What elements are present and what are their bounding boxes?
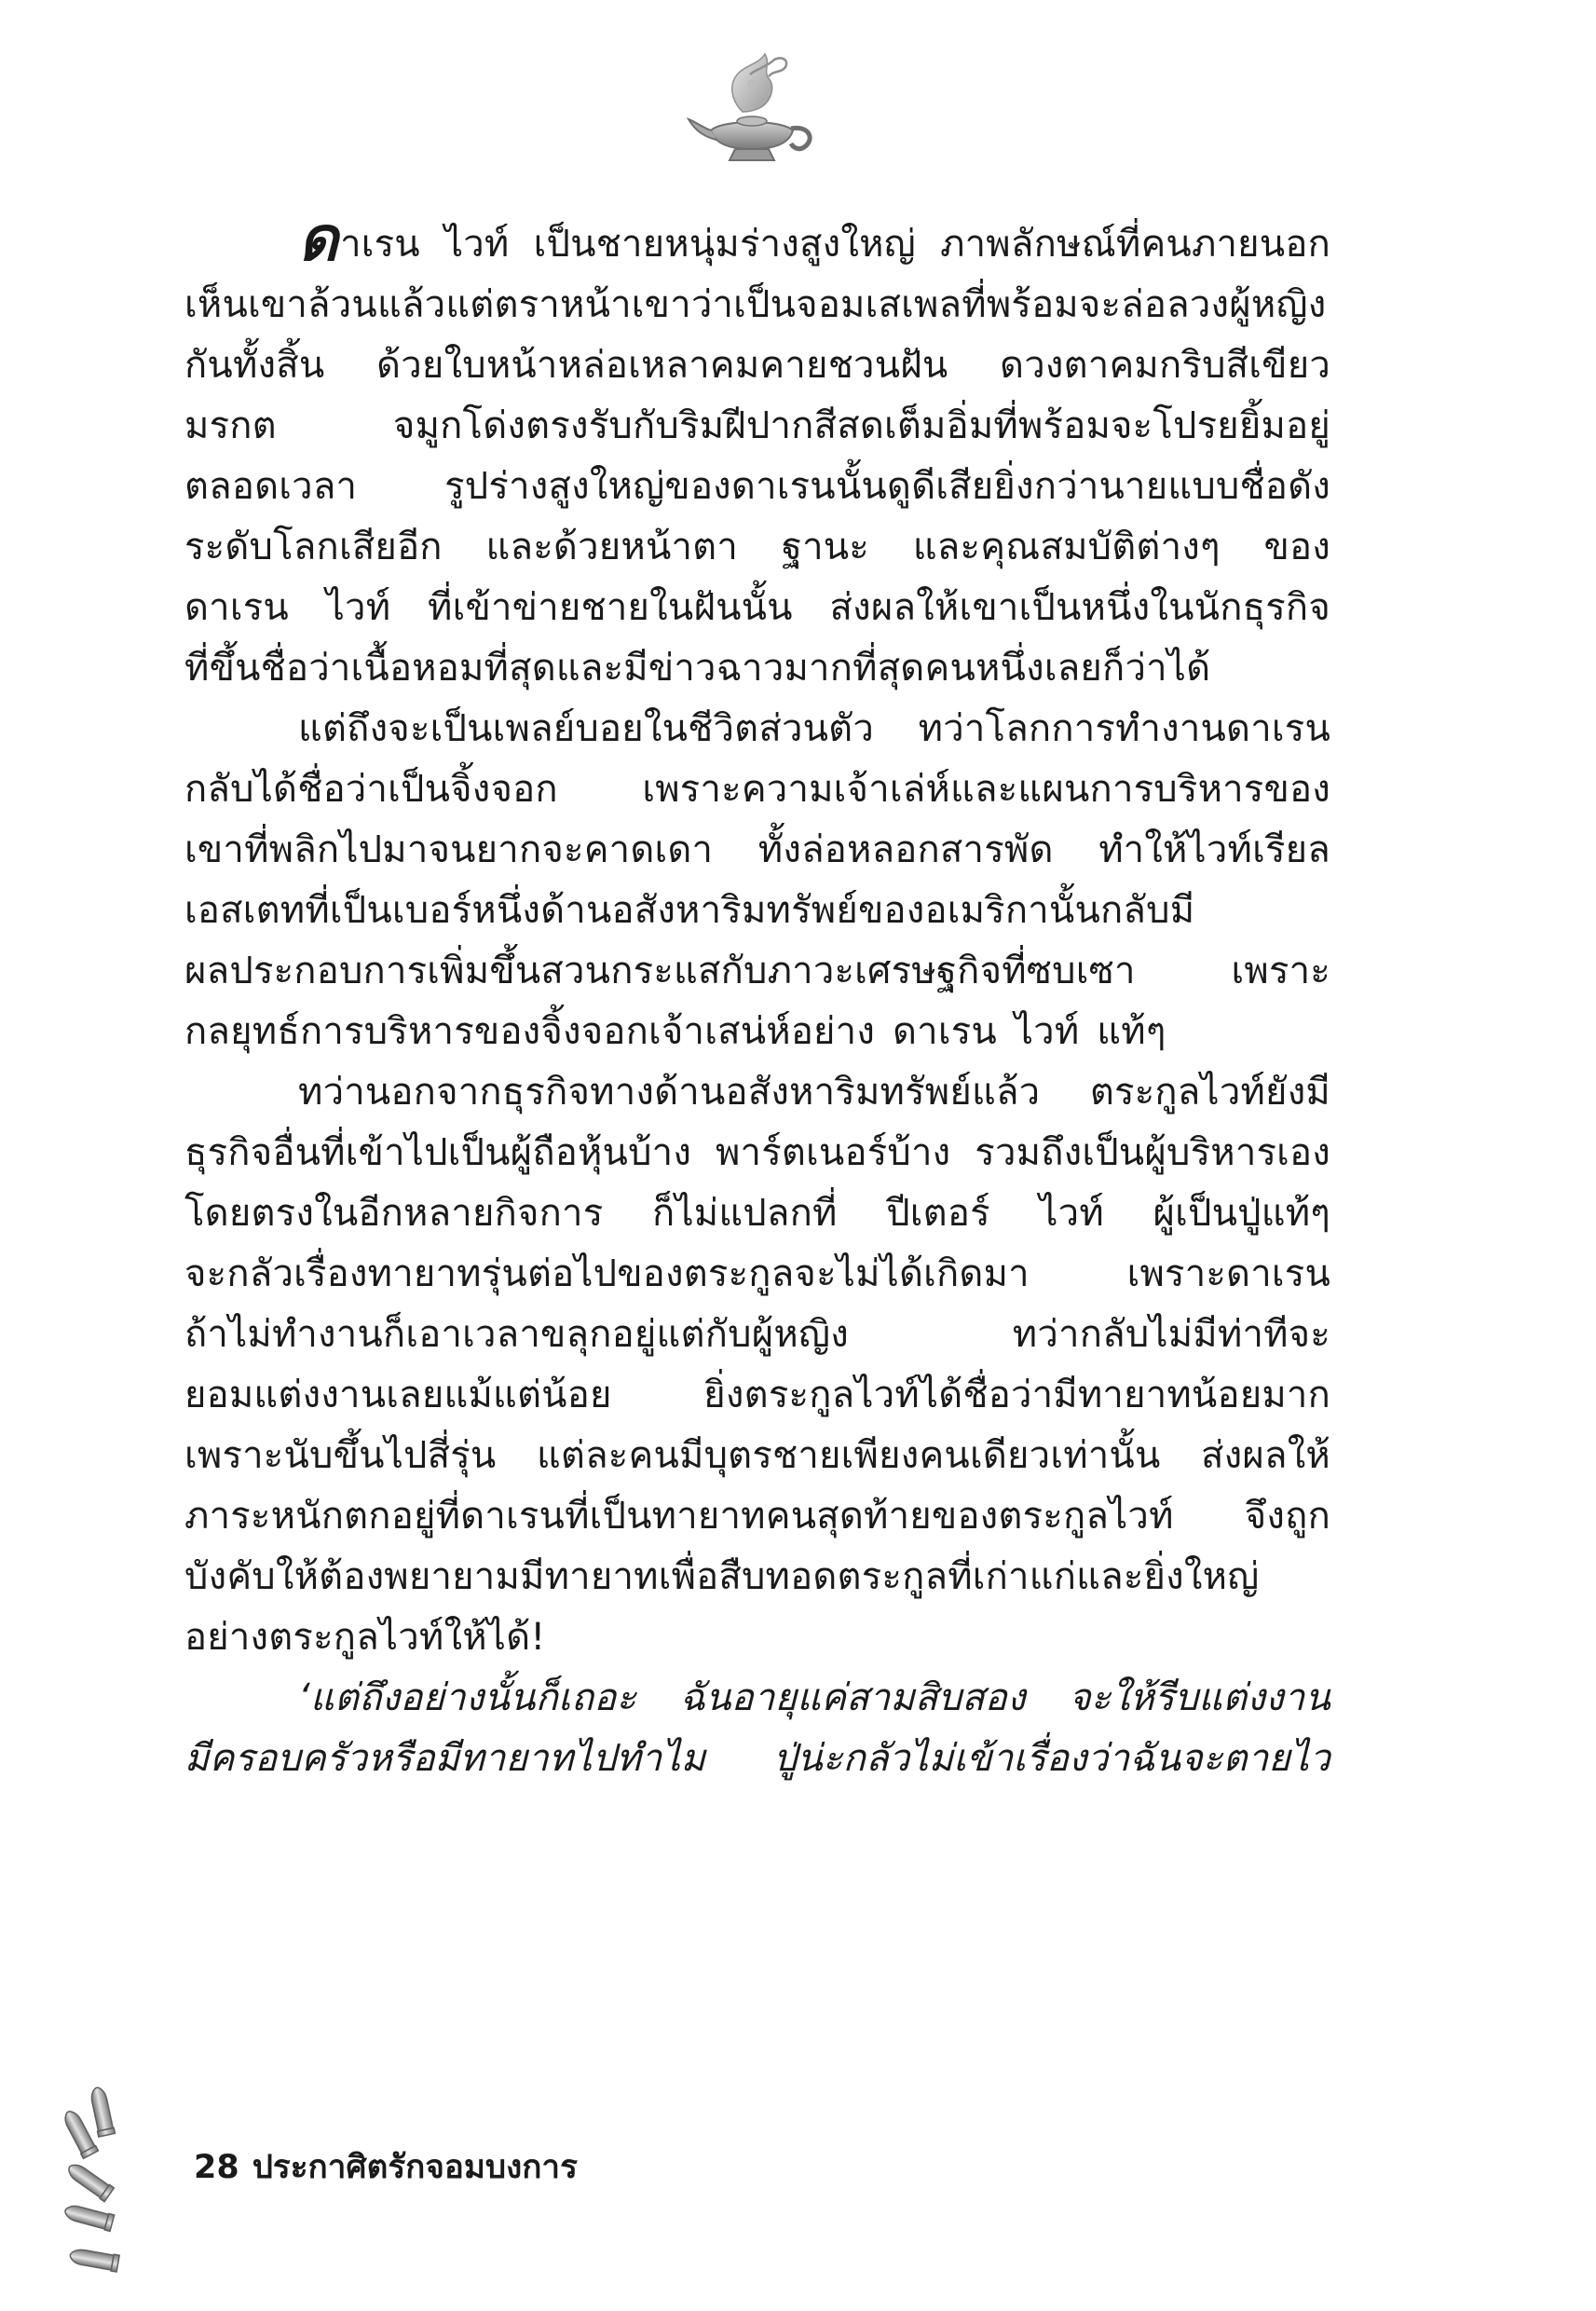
bullets-icon [56, 2078, 186, 2283]
paragraph-line [184, 203, 1330, 275]
paragraph-line: ตลอดเวลา รูปร่างสูงใหญ่ของดาเรนนั้นดูดีเสียยิ่งกว่านายแบบชื่อดัง [184, 465, 1330, 508]
story-text [184, 203, 1330, 1789]
line-text: าเรน ไวท์ เป็นชายหนุ่มร่างสูงใหญ่ ภาพลักษณ์ที่คนภายนอก [340, 223, 1330, 266]
drop-cap: ด [298, 203, 339, 275]
paragraph-line: ดาเรน ไวท์ ที่เข้าข่ายชายในฝันนั้น ส่งผลให้เขาเป็นหนึ่งในนักธุรกิจ [184, 586, 1330, 629]
paragraph-line: บังคับให้ต้องพยายามมีทายาทเพื่อสืบทอดตระกูลที่เก่าแก่และยิ่งใหญ่ [184, 1555, 1260, 1598]
paragraph-line: กันทั้งสิ้น ด้วยใบหน้าหล่อเหลาคมคายชวนฝัน ดวงตาคมกริบสีเขียว [184, 344, 1330, 387]
paragraph-line: มรกต จมูกโด่งตรงรับกับริมฝีปากสีสดเต็มอิ่มที่พร้อมจะโปรยยิ้มอยู่ [184, 404, 1330, 447]
book-title: ประกาศิตรักจอมบงการ [252, 2149, 578, 2186]
page-footer [194, 2141, 578, 2193]
paragraph-line: มีครอบครัวหรือมีทายาทไปทำไม ปู่น่ะกลัวไม่เข้าเรื่องว่าฉันจะตายไว [184, 1737, 1330, 1780]
paragraph-line: กลยุทธ์การบริหารของจิ้งจอกเจ้าเสน่ห์อย่าง ดาเรน ไวท์ แท้ๆ [184, 1010, 1166, 1053]
paragraph-line: แต่ถึงจะเป็นเพลย์บอยในชีวิตส่วนตัว ทว่าโลกการทำงานดาเรน [298, 707, 1330, 750]
paragraph-line: ที่ขึ้นชื่อว่าเนื้อหอมที่สุดและมีข่าวฉาวมากที่สุดคนหนึ่งเลยก็ว่าได้ [184, 647, 1211, 690]
paragraph-line: เห็นเขาล้วนแล้วแต่ตราหน้าเขาว่าเป็นจอมเสเพลที่พร้อมจะล่อลวงผู้หญิง [184, 283, 1327, 326]
page-number: 28 [194, 2149, 239, 2186]
paragraph-line: ผลประกอบการเพิ่มขึ้นสวนกระแสกับภาวะเศรษฐกิจที่ซบเซา เพราะ [184, 950, 1330, 992]
paragraph-line: ‘แต่ถึงอย่างนั้นก็เถอะ ฉันอายุแค่สามสิบสอง จะให้รีบแต่งงาน [298, 1676, 1330, 1719]
paragraph-line: ถ้าไม่ทำงานก็เอาเวลาขลุกอยู่แต่กับผู้หญิง ทว่ากลับไม่มีท่าทีจะ [184, 1313, 1330, 1356]
paragraph-line: อย่างตระกูลไวท์ให้ได้! [184, 1616, 546, 1659]
genie-lamp-icon [685, 47, 820, 168]
paragraph-line: เอสเตทที่เป็นเบอร์หนึ่งด้านอสังหาริมทรัพย์ของอเมริกานั้นกลับมี [184, 889, 1195, 932]
paragraph-line: ภาระหนักตกอยู่ที่ดาเรนที่เป็นทายาทคนสุดท้ายของตระกูลไวท์ จึงถูก [184, 1495, 1330, 1538]
paragraph-line: เขาที่พลิกไปมาจนยากจะคาดเดา ทั้งล่อหลอกสารพัด ทำให้ไวท์เรียล [184, 828, 1330, 871]
paragraph-line: ทว่านอกจากธุรกิจทางด้านอสังหาริมทรัพย์แล้ว ตระกูลไวท์ยังมี [298, 1071, 1330, 1114]
paragraph-line: ระดับโลกเสียอีก และด้วยหน้าตา ฐานะ และคุณสมบัติต่างๆ ของ [184, 526, 1330, 568]
paragraph-line: เพราะนับขึ้นไปสี่รุ่น แต่ละคนมีบุตรชายเพียงคนเดียวเท่านั้น ส่งผลให้ [184, 1434, 1330, 1477]
paragraph-line: ธุรกิจอื่นที่เข้าไปเป็นผู้ถือหุ้นบ้าง พาร์ตเนอร์บ้าง รวมถึงเป็นผู้บริหารเอง [184, 1131, 1330, 1174]
paragraph-line: ยอมแต่งงานเลยแม้แต่น้อย ยิ่งตระกูลไวท์ได้ชื่อว่ามีทายาทน้อยมาก [184, 1374, 1330, 1416]
paragraph-line: กลับได้ชื่อว่าเป็นจิ้งจอก เพราะความเจ้าเล่ห์และแผนการบริหารของ [184, 768, 1330, 811]
paragraph-line: โดยตรงในอีกหลายกิจการ ก็ไม่แปลกที่ ปีเตอร์ ไวท์ ผู้เป็นปู่แท้ๆ [184, 1192, 1330, 1235]
paragraph-line: จะกลัวเรื่องทายาทรุ่นต่อไปของตระกูลจะไม่ได้เกิดมา เพราะดาเรน [184, 1252, 1330, 1295]
